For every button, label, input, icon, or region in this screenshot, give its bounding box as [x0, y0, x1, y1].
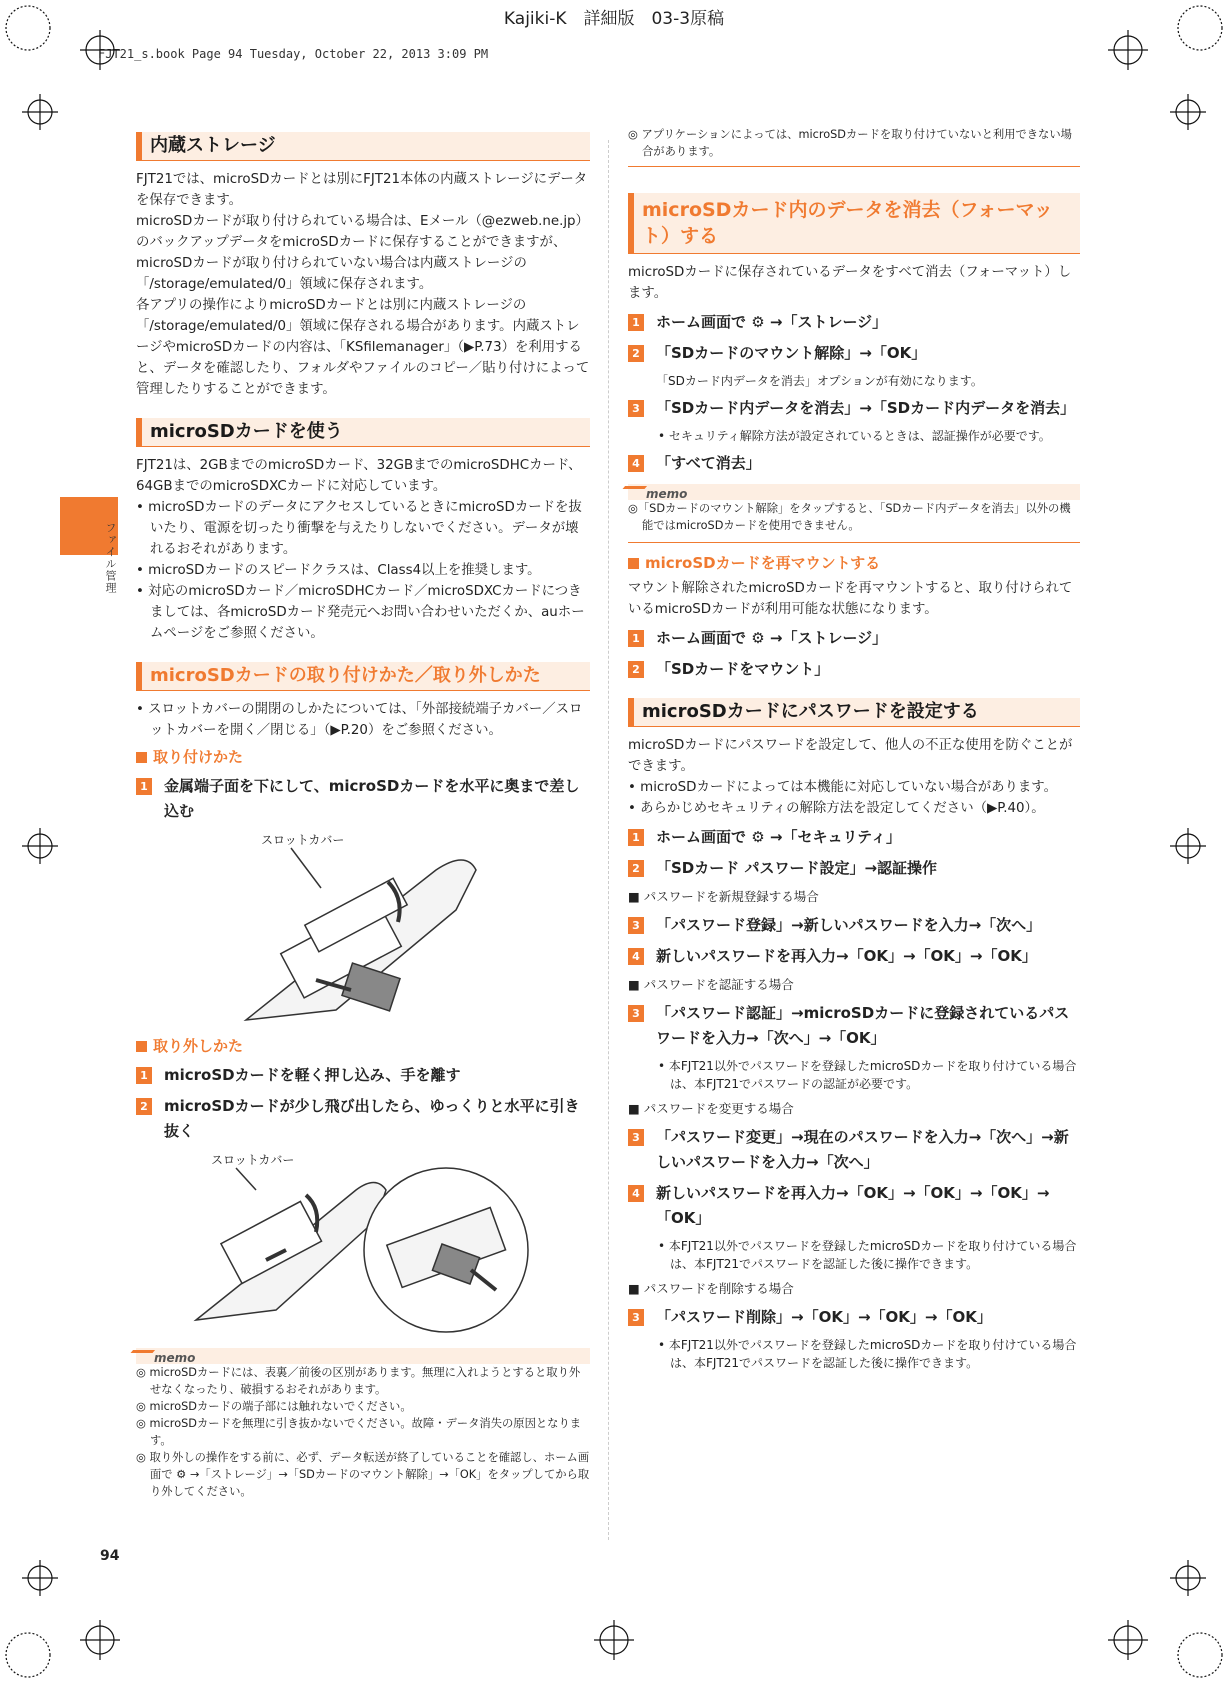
memo-item: ◎ 取り外しの操作をする前に、必ず、データ転送が終了していることを確認し、ホーム画面で ⚙ →「ストレージ」→「SDカードのマウント解除」→「OK」をタップしてから取り外してください。	[136, 1451, 590, 1498]
section-tab-label: ファイル管理	[104, 522, 117, 594]
step-item: 4 「すべて消去」	[628, 451, 1080, 476]
square-bullet-icon	[136, 1041, 147, 1052]
square-bullet-icon	[136, 752, 147, 763]
phone-slot-remove-illustration	[136, 1150, 590, 1340]
step-item: 2 microSDカードが少し飛び出したら、ゆっくりと水平に引き抜く	[136, 1094, 590, 1144]
step-item: 4 新しいパスワードを再入力→「OK」→「OK」→「OK」	[628, 944, 1080, 969]
case-heading: ■ パスワードを変更する場合	[628, 1101, 794, 1116]
document-header: Kajiki-K 詳細版 03-3原稿	[503, 9, 725, 29]
bullet-item: • スロットカバーの開閉のしかたについては、「外部接続端子カバー／スロットカバーを開く／閉じる」（▶P.20）をご参照ください。	[136, 702, 583, 738]
figure-insert-card	[136, 830, 590, 1030]
page-number: 94	[100, 1548, 120, 1564]
section-heading: microSDカードにパスワードを設定する	[628, 698, 1080, 727]
step-note: 「SDカード内データを消去」オプションが有効になります。	[656, 374, 983, 388]
step-item: 1 ホーム画面で ⚙ →「ストレージ」	[628, 626, 1080, 651]
step-item: 2 「SDカード パスワード設定」→認証操作	[628, 856, 1080, 881]
step-item: 1 ホーム画面で ⚙ →「ストレージ」	[628, 310, 1080, 335]
figure-label: スロットカバー	[211, 1153, 295, 1167]
step-note: • 本FJT21以外でパスワードを登録したmicroSDカードを取り付けている場合は、本FJT21でパスワードを認証した後に操作できます。	[658, 1239, 1077, 1271]
subheading: 取り付けかた	[136, 747, 590, 768]
section-body: FJT21は、2GBまでのmicroSDカード、32GBまでのmicroSDHCカード、64GBまでのmicroSDXCカードに対応しています。	[136, 458, 582, 494]
right-column	[628, 126, 1080, 1372]
book-info-line: FJT21_s.book Page 94 Tuesday, October 22, 2013 3:09 PM	[98, 47, 489, 61]
bullet-item: • microSDカードによっては本機能に対応していない場合があります。	[628, 780, 1057, 795]
step-note: • セキュリティ解除方法が設定されているときは、認証操作が必要です。	[658, 429, 1051, 443]
step-item: 3 「パスワード認証」→microSDカードに登録されているパスワードを入力→「次へ」→「OK」	[628, 1001, 1080, 1051]
memo-item: ◎「SDカードのマウント解除」をタップすると、「SDカード内データを消去」以外の機能ではmicroSDカードを使用できません。	[628, 502, 1071, 532]
step-item: 4 新しいパスワードを再入力→「OK」→「OK」→「OK」→「OK」	[628, 1181, 1080, 1231]
section-body: FJT21では、microSDカードとは別にFJT21本体の内蔵ストレージにデータを保存できます。 microSDカードが取り付けられている場合は、Eメール（@ezweb.ne.jp）のバックアップデータをmicroSDカードに保存することができますが、microSDカードが取り付けられていない場合は内蔵ストレージの「/storage/emulated/0」領域に保存されます。 各アプリの操作によりmicroSDカードとは別に内蔵ストレージの「/storage/emulated/0」領域に保存される場合があります。内蔵ストレージやmicroSDカードの内容は、「KSfilemanager」（▶P.73）を利用すると、データを確認したり、フォルダやファイルのコピー／貼り付けによって管理したりすることができます。	[136, 172, 590, 397]
square-bullet-icon	[628, 558, 639, 569]
section-heading: 内蔵ストレージ	[136, 132, 590, 161]
step-note: • 本FJT21以外でパスワードを登録したmicroSDカードを取り付けている場合は、本FJT21でパスワードを認証した後に操作できます。	[658, 1338, 1077, 1370]
section-body: microSDカードに保存されているデータをすべて消去（フォーマット）します。	[628, 265, 1072, 301]
bullet-item: • microSDカードのデータにアクセスしているときにmicroSDカードを抜いたり、電源を切ったり衝撃を与えたりしないでください。データが壊れるおそれがあります。	[136, 500, 582, 557]
memo-box: memo ◎ microSDカードには、表裏／前後の区別があります。無理に入れようとすると取り外せなくなったり、破損するおそれがあります。 ◎ microSDカードの端子部には触れないでください。 ◎ microSDカードを無理に引き抜かないでください。故障・データ消失の原因となります。 ◎ 取り外しの操作をする前に、必ず、データ転送が終了していることを確認し、ホーム画面で ⚙ →「ストレージ」→「SDカードのマウント解除」→「OK」をタップしてから取り外してください。	[136, 1348, 590, 1500]
step-item: 1 microSDカードを軽く押し込み、手を離す	[136, 1063, 590, 1088]
section-heading: microSDカードの取り付けかた／取り外しかた	[136, 662, 590, 691]
section-body: microSDカードにパスワードを設定して、他人の不正な使用を防ぐことができます。	[628, 738, 1073, 774]
memo-item: ◎ microSDカードの端子部には触れないでください。	[136, 1400, 412, 1413]
memo-item: ◎ microSDカードには、表裏／前後の区別があります。無理に入れようとすると取り外せなくなったり、破損するおそれがあります。	[136, 1366, 581, 1396]
bullet-item: • 対応のmicroSDカード／microSDHCカード／microSDXCカードにつきましては、各microSDカード発売元へお問い合わせいただくか、auホームページをご参照ください。	[136, 584, 585, 641]
bullet-item: • microSDカードのスピードクラスは、Class4以上を推奨します。	[136, 563, 541, 578]
phone-slot-illustration	[136, 830, 590, 1030]
section-heading: microSDカード内のデータを消去（フォーマット）する	[628, 193, 1080, 254]
case-heading: ■ パスワードを認証する場合	[628, 977, 794, 992]
step-item: 2 「SDカードをマウント」	[628, 657, 1080, 682]
left-column	[136, 132, 590, 1500]
figure-remove-card	[136, 1150, 590, 1340]
case-heading: ■ パスワードを削除する場合	[628, 1281, 794, 1296]
step-item: 1 ホーム画面で ⚙ →「セキュリティ」	[628, 825, 1080, 850]
step-item: 2 「SDカードのマウント解除」→「OK」	[628, 341, 1080, 366]
memo-item: ◎ microSDカードを無理に引き抜かないでください。故障・データ消失の原因となります。	[136, 1417, 582, 1447]
figure-label: スロットカバー	[261, 833, 345, 847]
column-divider	[608, 140, 609, 1540]
step-item: 3 「SDカード内データを消去」→「SDカード内データを消去」	[628, 396, 1080, 421]
memo-box: memo ◎「SDカードのマウント解除」をタップすると、「SDカード内データを消去」以外の機能ではmicroSDカードを使用できません。	[628, 484, 1080, 543]
section-heading: microSDカードを使う	[136, 418, 590, 447]
memo-item: ◎ アプリケーションによっては、microSDカードを取り付けていないと利用できない場合があります。	[628, 126, 1080, 167]
step-item: 3 「パスワード変更」→現在のパスワードを入力→「次へ」→新しいパスワードを入力→「次へ」	[628, 1125, 1080, 1175]
step-note: • 本FJT21以外でパスワードを登録したmicroSDカードを取り付けている場合は、本FJT21でパスワードの認証が必要です。	[658, 1059, 1077, 1091]
section-body: マウント解除されたmicroSDカードを再マウントすると、取り付けられているmicroSDカードが利用可能な状態になります。	[628, 581, 1073, 617]
bullet-item: • あらかじめセキュリティの解除方法を設定してください（▶P.40）。	[628, 801, 1045, 816]
step-item: 3 「パスワード登録」→新しいパスワードを入力→「次へ」	[628, 913, 1080, 938]
subheading: 取り外しかた	[136, 1036, 590, 1057]
case-heading: ■ パスワードを新規登録する場合	[628, 889, 819, 904]
step-item: 1 金属端子面を下にして、microSDカードを水平に奥まで差し込む	[136, 774, 590, 824]
step-item: 3 「パスワード削除」→「OK」→「OK」→「OK」	[628, 1305, 1080, 1330]
subheading: microSDカードを再マウントする	[628, 553, 1080, 574]
